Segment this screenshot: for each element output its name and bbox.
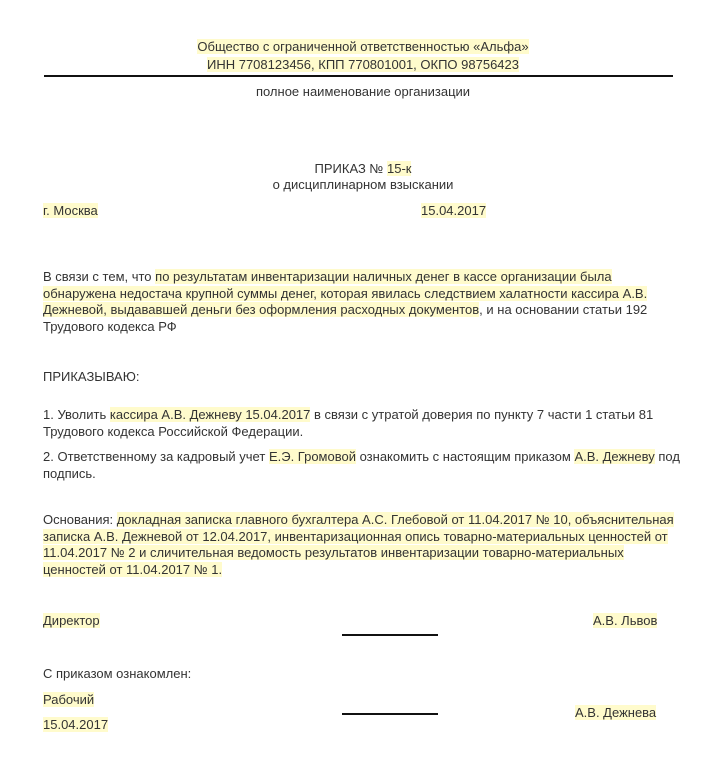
order-date: [421, 202, 486, 220]
employee-date-text: 15.04.2017: [43, 717, 109, 732]
director-name: [593, 612, 657, 630]
employee-title: [43, 691, 94, 709]
order-title-prefix: ПРИКАЗ №: [314, 161, 387, 176]
grounds-paragraph: [43, 512, 683, 578]
item-1-highlight: кассира А.В. Дежневу 15.04.2017: [109, 407, 311, 422]
preamble-reason: по результатам инвентаризации наличных денег в кассе организации была обнаружена недостача крупной суммы денег, которая явилась следствием халатности кассира А.В. Дежневой, выдававшей деньги без оформления расходных документов: [43, 269, 648, 317]
employee-title-text: Рабочий: [43, 692, 95, 707]
item-2-lead: 2. Ответственному за кадровый учет: [43, 449, 269, 464]
grounds-text: докладная записка главного бухгалтера А.С. Глебовой от 11.04.2017 № 10, объяснительная записка А.В. Дежневой от 12.04.2017, инвентаризационная опись товарно-материальных ценностей от 11.04.2017 № 2 и сличительная ведомость результатов инвентаризации товарно-материальных ценностей от 11.04.2017 № 1.: [43, 512, 674, 577]
order-city-text: г. Москва: [43, 203, 98, 218]
order-number: 15-к: [387, 161, 412, 176]
employee-name: [575, 704, 656, 722]
employee-date: [43, 716, 108, 734]
item-1-lead: 1. Уволить: [43, 407, 110, 422]
item-2-middle: ознакомить с настоящим приказом: [355, 449, 575, 464]
grounds-lead: Основания:: [43, 512, 117, 527]
organization-codes: ИНН 7708123456, КПП 770801001, ОКПО 98756423: [206, 57, 519, 72]
order-subtitle: о дисциплинарном взыскании: [272, 177, 454, 192]
order-city: [43, 202, 98, 220]
preamble-paragraph: [43, 269, 683, 335]
director-name-text: А.В. Львов: [593, 613, 658, 628]
order-item-1: [43, 407, 683, 440]
organization-caption: полное наименование организации: [255, 84, 471, 99]
order-item-2: [43, 449, 683, 482]
employee-name-text: А.В. Дежнева: [575, 705, 657, 720]
item-2-highlight: Е.Э. Громовой: [268, 449, 356, 464]
director-title: [43, 612, 100, 630]
item-2-tail: под подпись.: [43, 449, 680, 481]
organization-header: [0, 38, 726, 74]
item-1-tail: в связи с утратой доверия по пункту 7 части 1 статьи 81 Трудового кодекса Российской Федерации.: [43, 407, 654, 439]
item-2-highlight-2: А.В. Дежневу: [574, 449, 655, 464]
order-date-text: 15.04.2017: [421, 203, 487, 218]
orders-heading: ПРИКАЗЫВАЮ:: [43, 369, 140, 384]
acknowledgement-label: С приказом ознакомлен:: [43, 666, 192, 681]
organization-name: Общество с ограниченной ответственностью «Альфа»: [197, 39, 529, 54]
director-title-text: Директор: [43, 613, 100, 628]
director-signature-line: [342, 634, 438, 636]
organization-underline: [44, 75, 673, 77]
preamble-lead: В связи с тем, что: [43, 269, 156, 284]
preamble-tail: , и на основании статьи 192 Трудового кодекса РФ: [43, 302, 648, 334]
employee-signature-line: [342, 713, 438, 715]
